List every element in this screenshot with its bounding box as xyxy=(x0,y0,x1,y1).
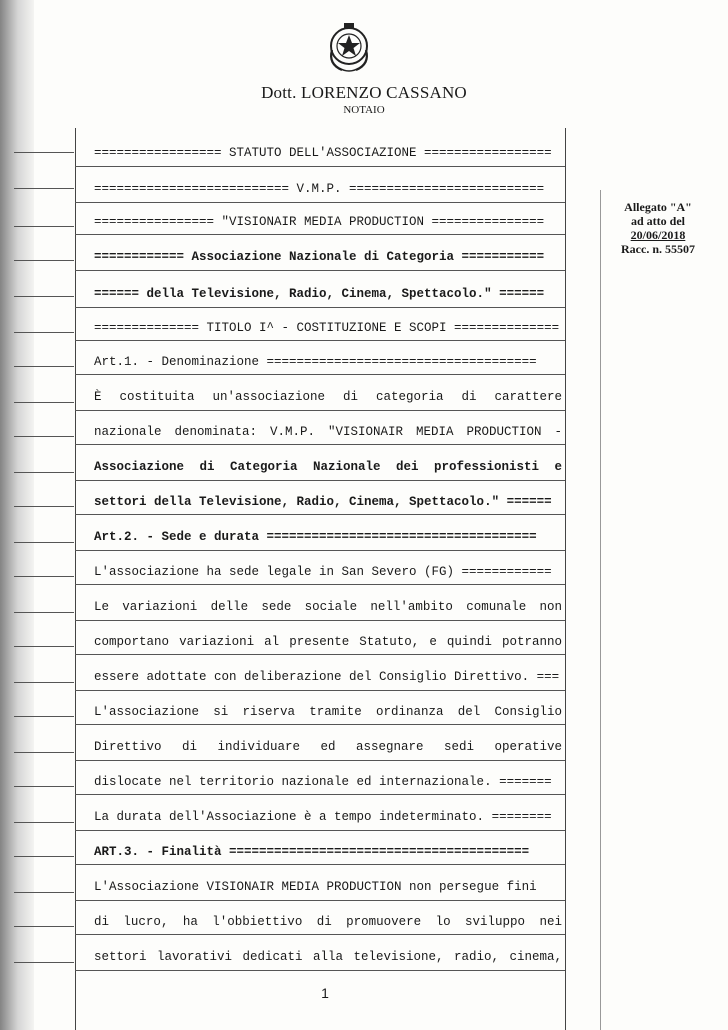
article-2-heading: Art.2. - Sede e durata ==================================== xyxy=(94,530,537,544)
article-1-line-2: nazionale denominata: V.M.P. "VISIONAIR MEDIA PRODUCTION - xyxy=(94,425,562,439)
article-2-line-2: Le variazioni delle sede sociale nell'ambito comunale non xyxy=(94,600,562,614)
notary-name: Dott. LORENZO CASSANO xyxy=(261,83,467,102)
annex-label: Allegato "A" xyxy=(624,200,692,214)
margin-tick xyxy=(14,716,74,717)
state-emblem-icon xyxy=(324,20,374,76)
margin-tick xyxy=(14,436,74,437)
margin-tick xyxy=(14,822,74,823)
article-2-line-1: L'associazione ha sede legale in San Severo (FG) ============ xyxy=(94,565,552,579)
article-3-line-1: L'Associazione VISIONAIR MEDIA PRODUCTION non persegue fini xyxy=(94,880,537,894)
notary-title: NOTAIO xyxy=(343,104,385,116)
article-2-line-6: Direttivo di individuare ed assegnare sedi operative xyxy=(94,740,562,754)
margin-tick xyxy=(14,926,74,927)
margin-tick xyxy=(14,962,74,963)
article-1-heading: Art.1. - Denominazione ==================================== xyxy=(94,355,537,369)
margin-tick xyxy=(14,856,74,857)
margin-tick xyxy=(14,752,74,753)
margin-tick xyxy=(14,646,74,647)
acronym-line: ========================== V.M.P. ========================== xyxy=(94,182,545,196)
scan-margin-shadow xyxy=(0,0,34,1030)
article-2-line-5: L'associazione si riserva tramite ordinanza del Consiglio xyxy=(94,705,562,719)
margin-tick xyxy=(14,188,74,189)
title-one-heading: ============== TITOLO I^ - COSTITUZIONE E SCOPI ============== xyxy=(94,321,560,335)
margin-tick xyxy=(14,366,74,367)
margin-tick xyxy=(14,682,74,683)
margin-tick xyxy=(14,332,74,333)
annex-date: 20/06/2018 xyxy=(630,228,686,242)
left-margin-rule xyxy=(75,128,76,1030)
article-1-line-4: settori della Televisione, Radio, Cinema, Spettacolo." ====== xyxy=(94,495,552,509)
association-name-line: ================ "VISIONAIR MEDIA PRODUCTION =============== xyxy=(94,215,545,229)
article-3-line-3: settori lavorativi dedicati alla televisione, radio, cinema, xyxy=(94,950,562,964)
annex-deed: ad atto del xyxy=(631,214,685,228)
side-column-rule xyxy=(600,190,601,1030)
sectors-line: ====== della Televisione, Radio, Cinema, Spettacolo." ====== xyxy=(94,287,545,301)
page-number: 1 xyxy=(321,985,329,1001)
annex-note xyxy=(594,200,722,256)
article-2-line-4: essere adottate con deliberazione del Consiglio Direttivo. === xyxy=(94,670,560,684)
article-2-line-7: dislocate nel territorio nazionale ed internazionale. ======= xyxy=(94,775,552,789)
margin-tick xyxy=(14,226,74,227)
margin-tick xyxy=(14,402,74,403)
right-margin-rule xyxy=(565,128,566,1030)
article-3-line-2: di lucro, ha l'obbiettivo di promuovere lo sviluppo nei xyxy=(94,915,562,929)
margin-tick xyxy=(14,296,74,297)
margin-tick xyxy=(14,786,74,787)
association-type-line: ============ Associazione Nazionale di Categoria =========== xyxy=(94,250,545,264)
margin-tick xyxy=(14,892,74,893)
article-3-heading: ART.3. - Finalità ======================================== xyxy=(94,845,530,859)
margin-tick xyxy=(14,612,74,613)
article-1-line-1: È costituita un'associazione di categoria di carattere xyxy=(94,390,562,404)
margin-tick xyxy=(14,152,74,153)
annex-collection-number: Racc. n. 55507 xyxy=(621,242,695,256)
article-2-line-8: La durata dell'Associazione è a tempo indeterminato. ======== xyxy=(94,810,552,824)
margin-tick xyxy=(14,576,74,577)
statute-title-line: ================= STATUTO DELL'ASSOCIAZIONE ================= xyxy=(94,146,552,160)
margin-tick xyxy=(14,260,74,261)
article-1-line-3: Associazione di Categoria Nazionale dei professionisti e xyxy=(94,460,562,474)
margin-tick xyxy=(14,472,74,473)
article-2-line-3: comportano variazioni al presente Statuto, e quindi potranno xyxy=(94,635,562,649)
margin-tick xyxy=(14,542,74,543)
margin-tick xyxy=(14,506,74,507)
